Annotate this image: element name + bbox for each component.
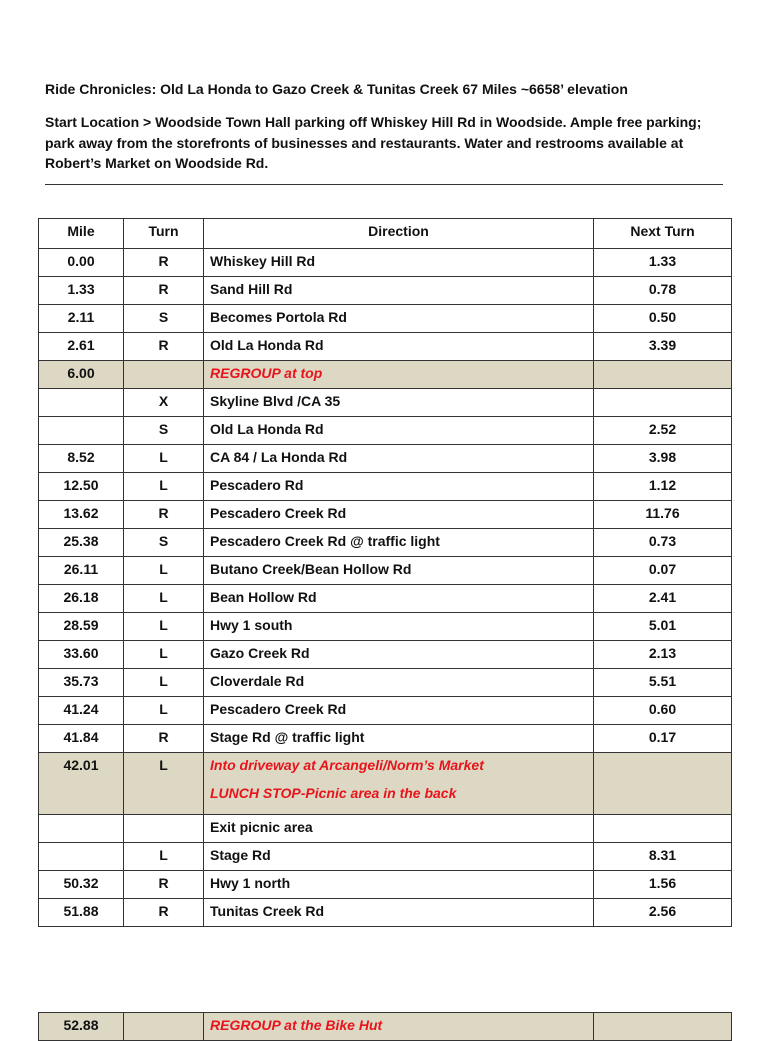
table-row (39, 871, 732, 899)
table-row (39, 389, 732, 417)
table-row (39, 445, 732, 473)
cell-mile: 41.24 (39, 697, 124, 725)
table-header-row (39, 219, 732, 249)
cell-next-turn: 0.07 (594, 557, 732, 585)
cell-direction: Pescadero Creek Rd (204, 501, 594, 529)
cell-turn: R (124, 725, 204, 753)
header-mile: Mile (39, 219, 124, 249)
table-row (39, 333, 732, 361)
cell-next-turn: 0.60 (594, 697, 732, 725)
cell-turn (124, 815, 204, 843)
cell-direction: Gazo Creek Rd (204, 641, 594, 669)
cell-turn: L (124, 753, 204, 815)
table-row (39, 277, 732, 305)
cue-sheet-table (38, 218, 732, 927)
page-title: Ride Chronicles: Old La Honda to Gazo Creek & Tunitas Creek 67 Miles ~6658’ elevation (45, 81, 628, 97)
cell-mile: 12.50 (39, 473, 124, 501)
cell-turn (124, 361, 204, 389)
cell-mile: 41.84 (39, 725, 124, 753)
cell-next-turn: 5.51 (594, 669, 732, 697)
cell-mile: 2.11 (39, 305, 124, 333)
table-row (39, 1013, 732, 1041)
cell-mile: 26.11 (39, 557, 124, 585)
cell-next-turn (594, 361, 732, 389)
cell-turn: S (124, 417, 204, 445)
cell-direction: Old La Honda Rd (204, 417, 594, 445)
cell-mile: 6.00 (39, 361, 124, 389)
table-row (39, 501, 732, 529)
cell-next-turn: 2.56 (594, 899, 732, 927)
cell-next-turn: 11.76 (594, 501, 732, 529)
cell-next-turn (594, 389, 732, 417)
cell-direction (204, 753, 594, 815)
cell-next-turn: 2.52 (594, 417, 732, 445)
cell-direction: Butano Creek/Bean Hollow Rd (204, 557, 594, 585)
header-direction: Direction (204, 219, 594, 249)
cell-direction: Stage Rd @ traffic light (204, 725, 594, 753)
cell-turn: L (124, 557, 204, 585)
cell-next-turn: 2.41 (594, 585, 732, 613)
cell-direction: CA 84 / La Honda Rd (204, 445, 594, 473)
cell-mile (39, 389, 124, 417)
cell-turn: L (124, 669, 204, 697)
direction-line-1: Into driveway at Arcangeli/Norm’s Market (210, 757, 484, 773)
table-row (39, 249, 732, 277)
table-row (39, 557, 732, 585)
cell-direction: Hwy 1 north (204, 871, 594, 899)
cell-direction: Stage Rd (204, 843, 594, 871)
cell-direction: Skyline Blvd /CA 35 (204, 389, 594, 417)
cell-next-turn: 1.33 (594, 249, 732, 277)
cell-mile: 13.62 (39, 501, 124, 529)
cell-mile: 8.52 (39, 445, 124, 473)
cell-direction: Pescadero Creek Rd (204, 697, 594, 725)
table-row (39, 843, 732, 871)
header-next-turn: Next Turn (594, 219, 732, 249)
table-row (39, 753, 732, 815)
cell-turn: L (124, 843, 204, 871)
cell-direction: REGROUP at the Bike Hut (204, 1013, 594, 1041)
cell-turn: S (124, 529, 204, 557)
cell-mile: 42.01 (39, 753, 124, 815)
cell-turn: L (124, 613, 204, 641)
table-row (39, 641, 732, 669)
cell-mile: 25.38 (39, 529, 124, 557)
cell-next-turn: 3.39 (594, 333, 732, 361)
cell-turn: L (124, 585, 204, 613)
cell-turn: L (124, 473, 204, 501)
cell-mile: 51.88 (39, 899, 124, 927)
cell-turn: L (124, 445, 204, 473)
cell-mile: 35.73 (39, 669, 124, 697)
divider (45, 184, 723, 185)
cell-turn: L (124, 641, 204, 669)
cell-turn: S (124, 305, 204, 333)
cell-direction: Pescadero Rd (204, 473, 594, 501)
cell-turn: R (124, 871, 204, 899)
cell-turn: L (124, 697, 204, 725)
cell-next-turn (594, 753, 732, 815)
start-location: Start Location > Woodside Town Hall parking off Whiskey Hill Rd in Woodside. Ample free parking; park away from the storefronts of businesses and restaurants. Water and restrooms available at Robert’s Market on Woodside Rd. (45, 114, 702, 171)
cell-direction: Hwy 1 south (204, 613, 594, 641)
table-row (39, 305, 732, 333)
cell-mile: 1.33 (39, 277, 124, 305)
cell-next-turn: 3.98 (594, 445, 732, 473)
cell-mile: 0.00 (39, 249, 124, 277)
table-row (39, 899, 732, 927)
cell-direction: Tunitas Creek Rd (204, 899, 594, 927)
cell-next-turn: 5.01 (594, 613, 732, 641)
cell-next-turn (594, 815, 732, 843)
cell-next-turn: 0.17 (594, 725, 732, 753)
cell-mile (39, 417, 124, 445)
table-row (39, 361, 732, 389)
table-row (39, 815, 732, 843)
cell-mile: 2.61 (39, 333, 124, 361)
cell-next-turn: 0.50 (594, 305, 732, 333)
table-row (39, 417, 732, 445)
header-turn: Turn (124, 219, 204, 249)
cell-mile: 28.59 (39, 613, 124, 641)
table-row (39, 529, 732, 557)
cell-direction: Pescadero Creek Rd @ traffic light (204, 529, 594, 557)
cell-mile: 52.88 (39, 1013, 124, 1041)
cell-direction: Whiskey Hill Rd (204, 249, 594, 277)
cell-next-turn: 0.78 (594, 277, 732, 305)
cell-mile: 26.18 (39, 585, 124, 613)
cell-direction: Bean Hollow Rd (204, 585, 594, 613)
cell-turn: R (124, 501, 204, 529)
table-row (39, 669, 732, 697)
cell-mile (39, 815, 124, 843)
cell-direction: Becomes Portola Rd (204, 305, 594, 333)
cell-direction: Sand Hill Rd (204, 277, 594, 305)
cell-turn: X (124, 389, 204, 417)
table-row (39, 473, 732, 501)
cell-next-turn: 1.56 (594, 871, 732, 899)
table-row (39, 585, 732, 613)
table-row (39, 613, 732, 641)
cell-direction: Old La Honda Rd (204, 333, 594, 361)
cell-mile: 50.32 (39, 871, 124, 899)
cell-direction: REGROUP at top (204, 361, 594, 389)
cell-turn (124, 1013, 204, 1041)
cell-next-turn (594, 1013, 732, 1041)
table-row (39, 725, 732, 753)
cell-next-turn: 1.12 (594, 473, 732, 501)
cell-turn: R (124, 249, 204, 277)
cell-direction: Cloverdale Rd (204, 669, 594, 697)
cue-sheet-table-continued (38, 1012, 732, 1041)
cell-next-turn: 0.73 (594, 529, 732, 557)
direction-line-2: LUNCH STOP-Picnic area in the back (210, 785, 457, 801)
cell-next-turn: 8.31 (594, 843, 732, 871)
cell-turn: R (124, 277, 204, 305)
cell-next-turn: 2.13 (594, 641, 732, 669)
cell-mile (39, 843, 124, 871)
cell-turn: R (124, 333, 204, 361)
cell-mile: 33.60 (39, 641, 124, 669)
table-row (39, 697, 732, 725)
cell-turn: R (124, 899, 204, 927)
cell-direction: Exit picnic area (204, 815, 594, 843)
